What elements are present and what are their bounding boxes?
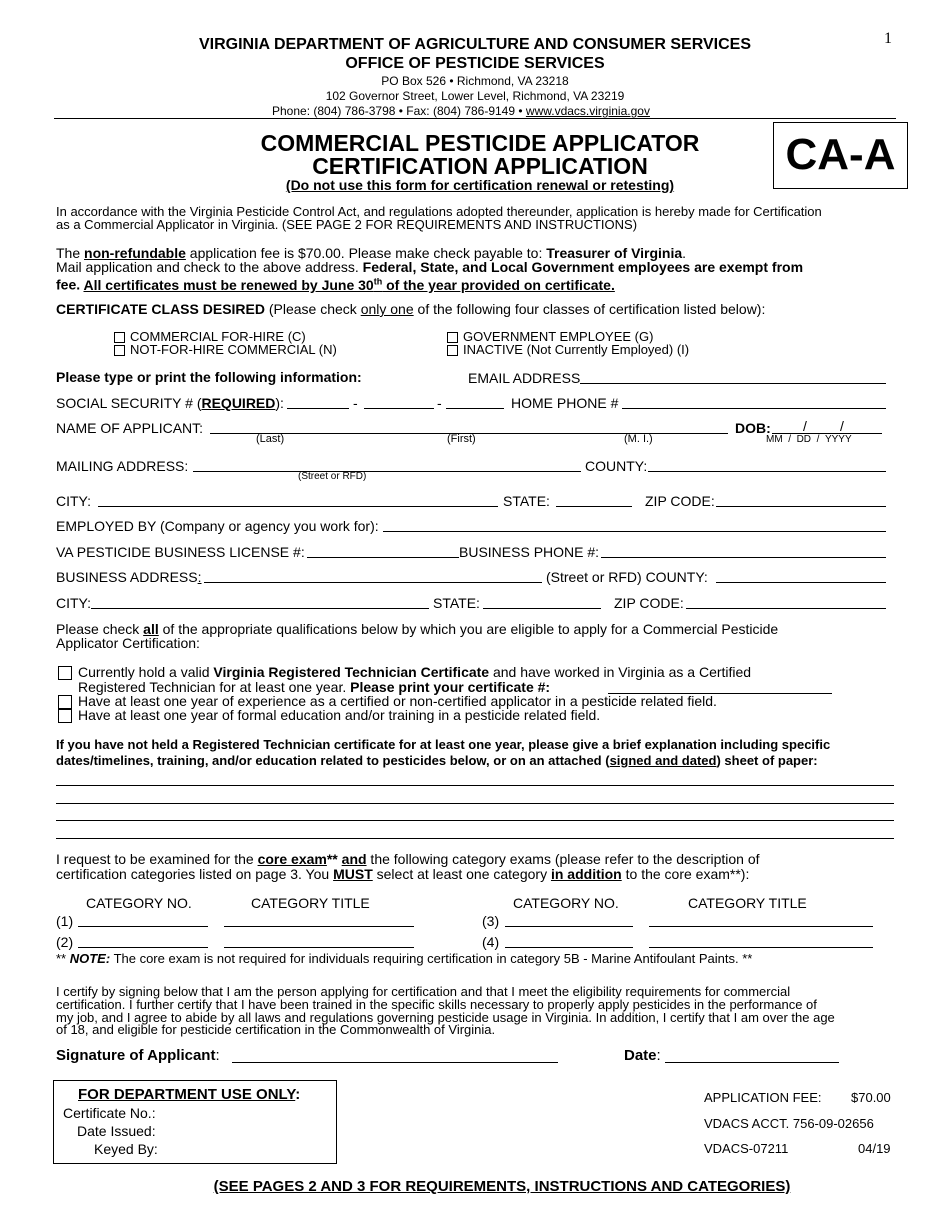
application-fee-label: APPLICATION FEE: — [704, 1090, 822, 1105]
dob-label: DOB: — [735, 420, 771, 436]
category-row-number: (1) — [56, 913, 74, 929]
last-name-caption: (Last) — [256, 433, 285, 445]
qualifications-line1: Please check all of the appropriate qualifications below by which you are eligible to apply for a Commercial Pesticide — [56, 621, 779, 637]
ssn-part1-field[interactable] — [287, 408, 349, 409]
first-name-caption: (First) — [447, 433, 476, 445]
mailing-address-label: MAILING ADDRESS: — [56, 458, 189, 474]
ssn-dash: - — [353, 395, 358, 411]
fee-line3: fee. All certificates must be renewed by June 30th of the year provided on certificate. — [56, 276, 615, 293]
certify-line1: I certify by signing below that I am the person applying for certification and that I meet the eligibility requirements for commercial — [56, 984, 791, 999]
business-state-field[interactable] — [483, 608, 601, 609]
street-rfd-caption: (Street or RFD) — [298, 471, 367, 482]
business-city-label: CITY: — [56, 595, 92, 611]
category-2-number-field[interactable] — [78, 947, 208, 948]
class-inactive-label: INACTIVE (Not Currently Employed) (I) — [463, 342, 690, 357]
qualifications-line2: Applicator Certification: — [56, 635, 200, 651]
signature-field[interactable] — [232, 1062, 558, 1063]
ssn-label: SOCIAL SECURITY # (REQUIRED): — [56, 395, 284, 411]
application-fee-value: $70.00 — [851, 1090, 891, 1105]
contact-line — [272, 104, 650, 118]
ssn-part2-field[interactable] — [364, 408, 434, 409]
mailing-address-field[interactable] — [193, 471, 581, 472]
form-code-box — [773, 122, 908, 189]
category-4-title-field[interactable] — [649, 947, 873, 948]
class-government-checkbox[interactable] — [447, 332, 458, 343]
business-zip-label: ZIP CODE: — [614, 595, 684, 611]
qual-experience-checkbox[interactable] — [58, 695, 72, 709]
dob-slash: / — [803, 418, 807, 434]
category-row-number: (3) — [482, 913, 500, 929]
category-row-number: (4) — [482, 934, 500, 950]
form-title-line1: COMMERCIAL PESTICIDE APPLICATOR — [260, 130, 700, 156]
business-zip-field[interactable] — [686, 608, 886, 609]
phone-fax: Phone: (804) 786-3798 • Fax: (804) 786-9149 • — [272, 104, 526, 118]
ssn-part3-field[interactable] — [446, 408, 504, 409]
website-link[interactable]: www.vdacs.virginia.gov — [525, 104, 650, 118]
explanation-line-field[interactable] — [56, 785, 894, 786]
page-number: 1 — [884, 30, 892, 47]
employed-by-label: EMPLOYED BY (Company or agency you work for): — [56, 518, 379, 534]
category-title-header: CATEGORY TITLE — [688, 895, 807, 911]
category-1-title-field[interactable] — [224, 926, 414, 927]
exam-request-line1: I request to be examined for the core exam** and the following category exams (please refer to the description of — [56, 851, 760, 867]
category-no-header: CATEGORY NO. — [86, 895, 192, 911]
class-not-for-hire-checkbox[interactable] — [114, 345, 125, 356]
category-3-number-field[interactable] — [505, 926, 633, 927]
info-heading: Please type or print the following information: — [56, 369, 362, 385]
vdacs-account: VDACS ACCT. 756-09-02656 — [704, 1116, 874, 1131]
state-label: STATE: — [503, 493, 550, 509]
qual-education-checkbox[interactable] — [58, 709, 72, 723]
business-county-field[interactable] — [716, 582, 886, 583]
date-issued-label: Date Issued: — [77, 1123, 156, 1139]
department-use-title: FOR DEPARTMENT USE ONLY: — [78, 1086, 301, 1103]
keyed-by-label: Keyed By: — [94, 1141, 158, 1157]
core-exam-note: ** NOTE: The core exam is not required for individuals requiring certification in category 5B - Marine Antifoulant Paints. ** — [56, 951, 753, 966]
business-address-field[interactable] — [204, 582, 542, 583]
home-phone-label: HOME PHONE # — [511, 395, 619, 411]
city-label: CITY: — [56, 493, 92, 509]
explanation-line-field[interactable] — [56, 838, 894, 839]
office-name: OFFICE OF PESTICIDE SERVICES — [345, 55, 605, 72]
category-2-title-field[interactable] — [224, 947, 414, 948]
business-street-county-label: (Street or RFD) COUNTY: — [546, 569, 708, 585]
qual-experience-label: Have at least one year of experience as a certified or non-certified applicator in a pesticide related field. — [78, 693, 717, 709]
footer-note: (SEE PAGES 2 AND 3 FOR REQUIREMENTS, INSTRUCTIONS AND CATEGORIES) — [213, 1178, 791, 1195]
category-1-number-field[interactable] — [78, 926, 208, 927]
business-city-field[interactable] — [91, 608, 429, 609]
signature-label: Signature of Applicant: — [56, 1047, 220, 1064]
business-state-label: STATE: — [433, 595, 480, 611]
fee-line2: Mail application and check to the above address. Federal, State, and Local Government employees are exempt from — [56, 259, 804, 275]
category-no-header: CATEGORY NO. — [513, 895, 619, 911]
dob-slash: / — [840, 418, 844, 434]
qual-technician-label-cont: Registered Technician for at least one year. Please print your certificate #: — [78, 679, 551, 695]
zip-label: ZIP CODE: — [645, 493, 715, 509]
category-4-number-field[interactable] — [505, 947, 633, 948]
explanation-line-field[interactable] — [56, 803, 894, 804]
form-title-line2: CERTIFICATION APPLICATION — [312, 153, 648, 179]
intro-line1: In accordance with the Virginia Pesticide Control Act, and regulations adopted thereunder, application is hereby made for Certification — [56, 204, 822, 219]
header-rule — [54, 118, 896, 119]
category-3-title-field[interactable] — [649, 926, 873, 927]
class-commercial-for-hire-label: COMMERCIAL FOR-HIRE (C) — [130, 329, 306, 344]
exam-request-line2: certification categories listed on page 3. You MUST select at least one category in addition to the core exam**): — [56, 866, 750, 882]
zip-field[interactable] — [716, 506, 886, 507]
certify-line2: certification. I further certify that I have been trained in the specific skills necessary to properly apply pesticides in the performance of — [56, 997, 817, 1012]
email-label: EMAIL ADDRESS — [468, 370, 581, 386]
middle-initial-caption: (M. I.) — [624, 433, 653, 445]
dob-format-caption: MM / DD / YYYY — [766, 434, 852, 445]
employed-by-field[interactable] — [383, 531, 886, 532]
street-address: 102 Governor Street, Lower Level, Richmond, VA 23219 — [325, 89, 625, 103]
category-row-number: (2) — [56, 934, 74, 950]
form-revision: 04/19 — [858, 1141, 891, 1156]
explanation-line-field[interactable] — [56, 820, 894, 821]
applicant-name-label: NAME OF APPLICANT: — [56, 420, 204, 436]
certificate-class-heading: CERTIFICATE CLASS DESIRED (Please check only one of the following four classes of certification listed below): — [56, 301, 766, 317]
qual-technician-checkbox[interactable] — [58, 666, 72, 680]
state-field[interactable] — [556, 506, 632, 507]
business-phone-field[interactable] — [601, 557, 886, 558]
class-government-label: GOVERNMENT EMPLOYEE (G) — [463, 329, 654, 344]
category-title-header: CATEGORY TITLE — [251, 895, 370, 911]
county-label: COUNTY: — [585, 458, 648, 474]
intro-line2: as a Commercial Applicator in Virginia. (SEE PAGE 2 FOR REQUIREMENTS AND INSTRUCTIONS) — [56, 217, 638, 232]
class-not-for-hire-label: NOT-FOR-HIRE COMMERCIAL (N) — [130, 342, 337, 357]
business-address-label: BUSINESS ADDRESS: — [56, 569, 202, 585]
po-box: PO Box 526 • Richmond, VA 23218 — [381, 74, 569, 88]
form-number: VDACS-07211 — [704, 1141, 789, 1156]
date-label: Date: — [624, 1047, 661, 1064]
home-phone-field[interactable] — [622, 408, 886, 409]
explanation-line1: If you have not held a Registered Technician certificate for at least one year, please give a brief explanation including specific — [56, 737, 831, 752]
certify-line4: of 18, and eligible for pesticide certification in the Commonwealth of Virginia. — [56, 1022, 496, 1037]
form-code: CA-A — [785, 130, 896, 179]
agency-name: VIRGINIA DEPARTMENT OF AGRICULTURE AND CONSUMER SERVICES — [198, 36, 752, 53]
business-license-label: VA PESTICIDE BUSINESS LICENSE #: — [56, 544, 305, 560]
qual-technician-label: Currently hold a valid Virginia Registered Technician Certificate and have worked in Virginia as a Certified — [78, 664, 752, 680]
county-field[interactable] — [648, 471, 886, 472]
email-field[interactable] — [580, 383, 886, 384]
business-phone-label: BUSINESS PHONE #: — [459, 544, 600, 560]
explanation-line2: dates/timelines, training, and/or education related to pesticides below, or on an attached (signed and dated) sheet of paper: — [56, 753, 818, 768]
qual-education-label: Have at least one year of formal education and/or training in a pesticide related field. — [78, 707, 601, 723]
date-field[interactable] — [665, 1062, 839, 1063]
class-commercial-for-hire-checkbox[interactable] — [114, 332, 125, 343]
city-field[interactable] — [98, 506, 498, 507]
certify-line3: my job, and I agree to abide by all laws and regulations governing pesticide usage in Virginia. In addition, I certify that I am over the age — [56, 1010, 835, 1025]
class-inactive-checkbox[interactable] — [447, 345, 458, 356]
fee-line1: The non-refundable application fee is $70.00. Please make check payable to: Treasurer of Virginia. — [56, 245, 687, 261]
form-subtitle: (Do not use this form for certification renewal or retesting) — [285, 177, 675, 193]
ssn-dash: - — [437, 395, 442, 411]
certificate-no-label: Certificate No.: — [63, 1105, 156, 1121]
business-license-field[interactable] — [307, 557, 459, 558]
